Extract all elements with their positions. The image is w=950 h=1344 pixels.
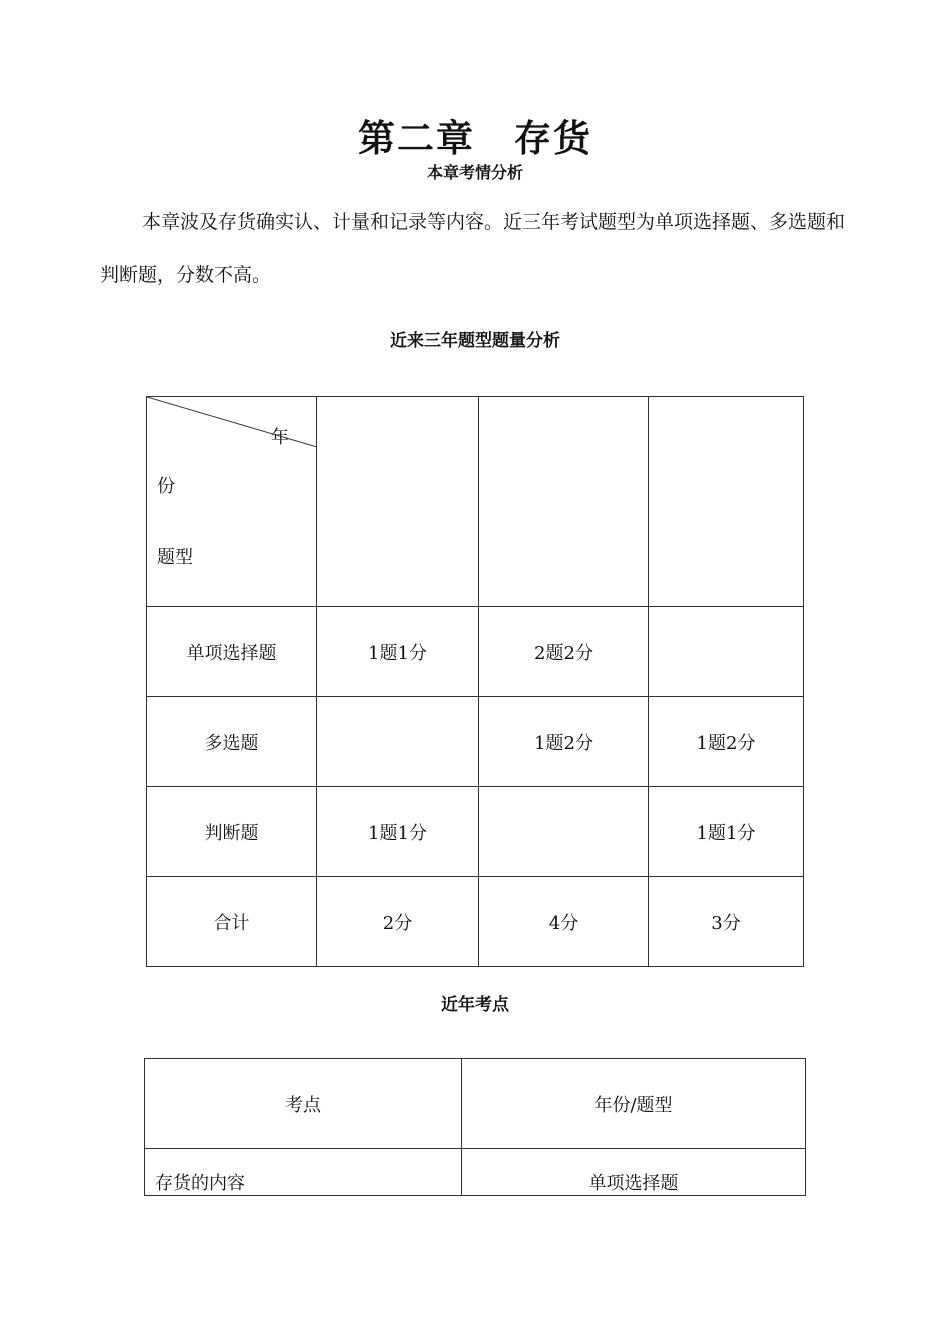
type-cell: 多选题 [147, 697, 317, 787]
year-header-cell [649, 397, 804, 607]
value-cell: 3分 [649, 877, 804, 967]
value-cell: 2分 [317, 877, 479, 967]
section-title: 本章考情分析 [426, 163, 523, 182]
column-header: 年份/题型 [462, 1059, 806, 1149]
diagonal-header-cell [147, 397, 317, 607]
value-cell [479, 787, 649, 877]
value-cell: 1题1分 [649, 787, 804, 877]
table-header-row [147, 397, 804, 607]
year-header-cell [479, 397, 649, 607]
point-cell: 存货的内容 [145, 1149, 462, 1196]
diagonal-line [147, 397, 317, 606]
chapter-title: 第二章 存货 [358, 116, 592, 160]
type-cell: 判断题 [147, 787, 317, 877]
table-row [147, 697, 804, 787]
header-year-label: 年 [271, 427, 289, 448]
table-row [147, 607, 804, 697]
value-cell: 1题2分 [479, 697, 649, 787]
value-cell: 1题2分 [649, 697, 804, 787]
value-cell: 1题1分 [317, 607, 479, 697]
table-row [145, 1149, 806, 1196]
table-row [147, 787, 804, 877]
exam-points-table [144, 1058, 806, 1196]
table-title: 近来三年题型题量分析 [390, 331, 560, 351]
value-cell: 1题1分 [317, 787, 479, 877]
year-type-cell: 单项选择题 [462, 1149, 806, 1196]
column-header: 考点 [145, 1059, 462, 1149]
year-header-cell [317, 397, 479, 607]
header-fen-label: 份 [157, 476, 175, 497]
table-row [147, 877, 804, 967]
exam-points-title: 近年考点 [441, 995, 509, 1015]
value-cell: 2题2分 [479, 607, 649, 697]
table-header-row [145, 1059, 806, 1149]
type-cell: 单项选择题 [147, 607, 317, 697]
header-type-label: 题型 [157, 547, 193, 568]
value-cell [649, 607, 804, 697]
question-type-table [146, 396, 804, 967]
value-cell: 4分 [479, 877, 649, 967]
type-cell: 合计 [147, 877, 317, 967]
value-cell [317, 697, 479, 787]
intro-paragraph: 本章波及存货确实认、计量和记录等内容。近三年考试题型为单项选择题、多选题和判断题，分数不高。 [100, 211, 846, 286]
